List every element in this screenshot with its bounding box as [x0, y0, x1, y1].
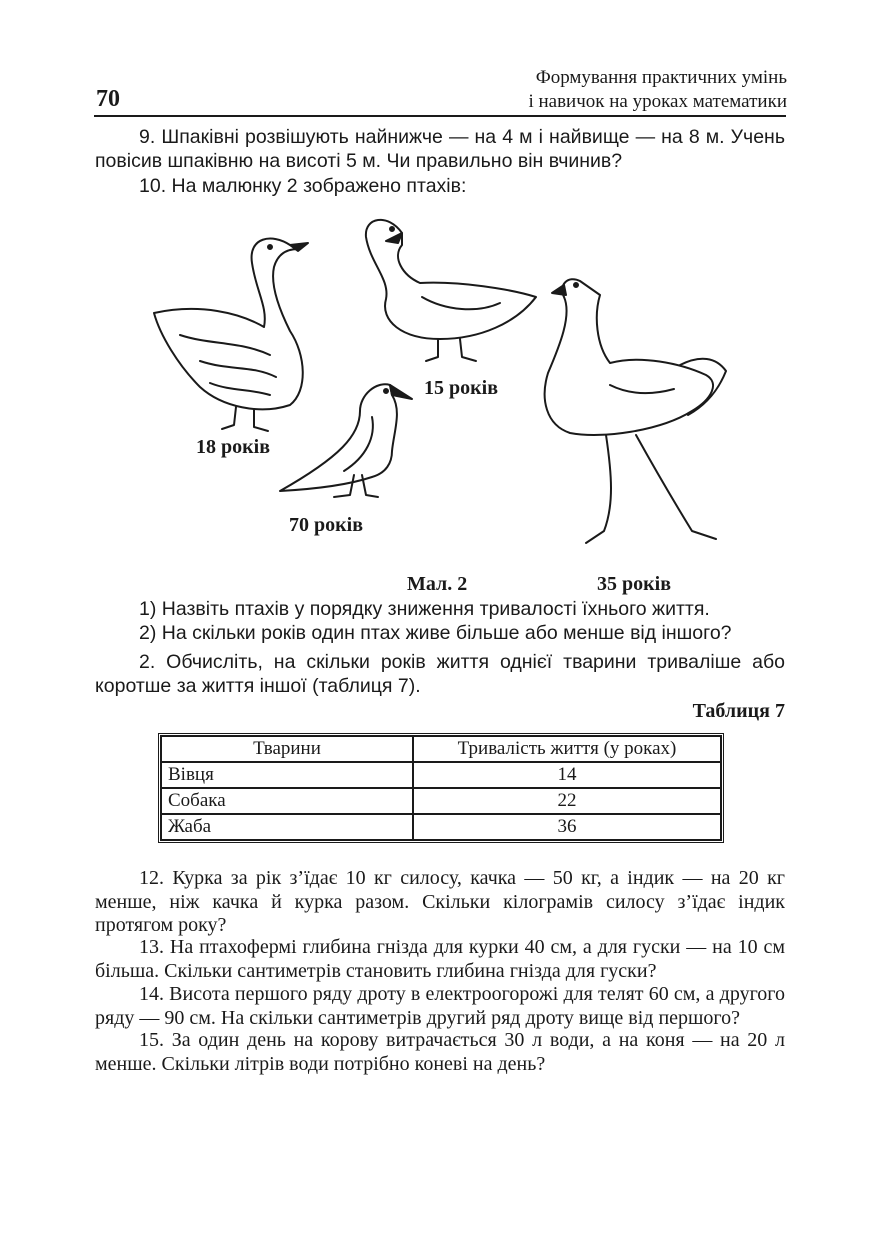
figure-caption: Мал. 2: [407, 573, 468, 595]
crow-lifespan-label: 70 років: [289, 514, 364, 536]
question-2: 2) На скільки років один птах живе більше або менше від іншого?: [139, 622, 732, 644]
problem-11: 2. Обчисліть, на скільки років життя однієї тварини триваліше або коротше за життя іншої (таблиця 7).: [95, 651, 785, 697]
running-head: [367, 66, 787, 114]
problem-9: 9. Шпаківні розвішують найнижче — на 4 м і найвище — на 8 м. Учень повісив шпаківню на висоті 5 м. Чи правильно він вчинив?: [95, 126, 785, 172]
table-caption: Таблиця 7: [692, 700, 785, 722]
problem-14: 14. Висота першого ряду дроту в електроогорожі для телят 60 см, а другого ряду — 90 см. На скільки сантиметрів другий ряд дроту вище від першого?: [95, 983, 785, 1029]
header-rule: [94, 115, 786, 117]
lifespan-table: [158, 733, 724, 843]
column-header-animals: Тварини: [161, 736, 413, 762]
running-head-line-2: і навичок на уроках математики: [528, 91, 787, 112]
swan-drawing: [366, 220, 536, 361]
table-row: [161, 814, 721, 840]
ostrich-drawing: [545, 279, 726, 543]
problem-13: 13. На птахофермі глибина гнізда для курки 40 см, а для гуски — на 10 см більша. Скільки сантиметрів становить глибина гнізда для гуски?: [95, 936, 785, 982]
years-cell: 14: [413, 762, 721, 788]
goose-drawing: [154, 239, 308, 431]
problem-12: 12. Курка за рік з’їдає 10 кг силосу, качка — 50 кг, а індик — на 20 кг менше, ніж качка й курка разом. Скільки кілограмів силосу з’їдає індик протягом року?: [95, 867, 785, 936]
years-cell: 36: [413, 814, 721, 840]
animal-cell: Вівця: [161, 762, 413, 788]
ostrich-lifespan-label: 35 років: [597, 573, 672, 595]
table-row: [161, 762, 721, 788]
table-row: [161, 788, 721, 814]
column-header-lifespan: Тривалість життя (у роках): [413, 736, 721, 762]
animal-cell: Жаба: [161, 814, 413, 840]
swan-lifespan-label: 15 років: [424, 377, 499, 399]
question-1: 1) Назвіть птахів у порядку зниження тривалості їхнього життя.: [139, 598, 710, 620]
page-number: 70: [96, 86, 120, 112]
years-cell: 22: [413, 788, 721, 814]
goose-lifespan-label: 18 років: [196, 436, 271, 458]
animal-cell: Собака: [161, 788, 413, 814]
running-head-line-1: Формування практичних умінь: [535, 67, 787, 88]
table-header-row: [161, 736, 721, 762]
crow-drawing: [280, 384, 412, 497]
problem-10: 10. На малюнку 2 зображено птахів:: [139, 175, 467, 197]
problem-15: 15. За один день на корову витрачається 30 л води, а на коня — на 20 л менше. Скільки літрів води потрібно коневі на день?: [95, 1029, 785, 1075]
